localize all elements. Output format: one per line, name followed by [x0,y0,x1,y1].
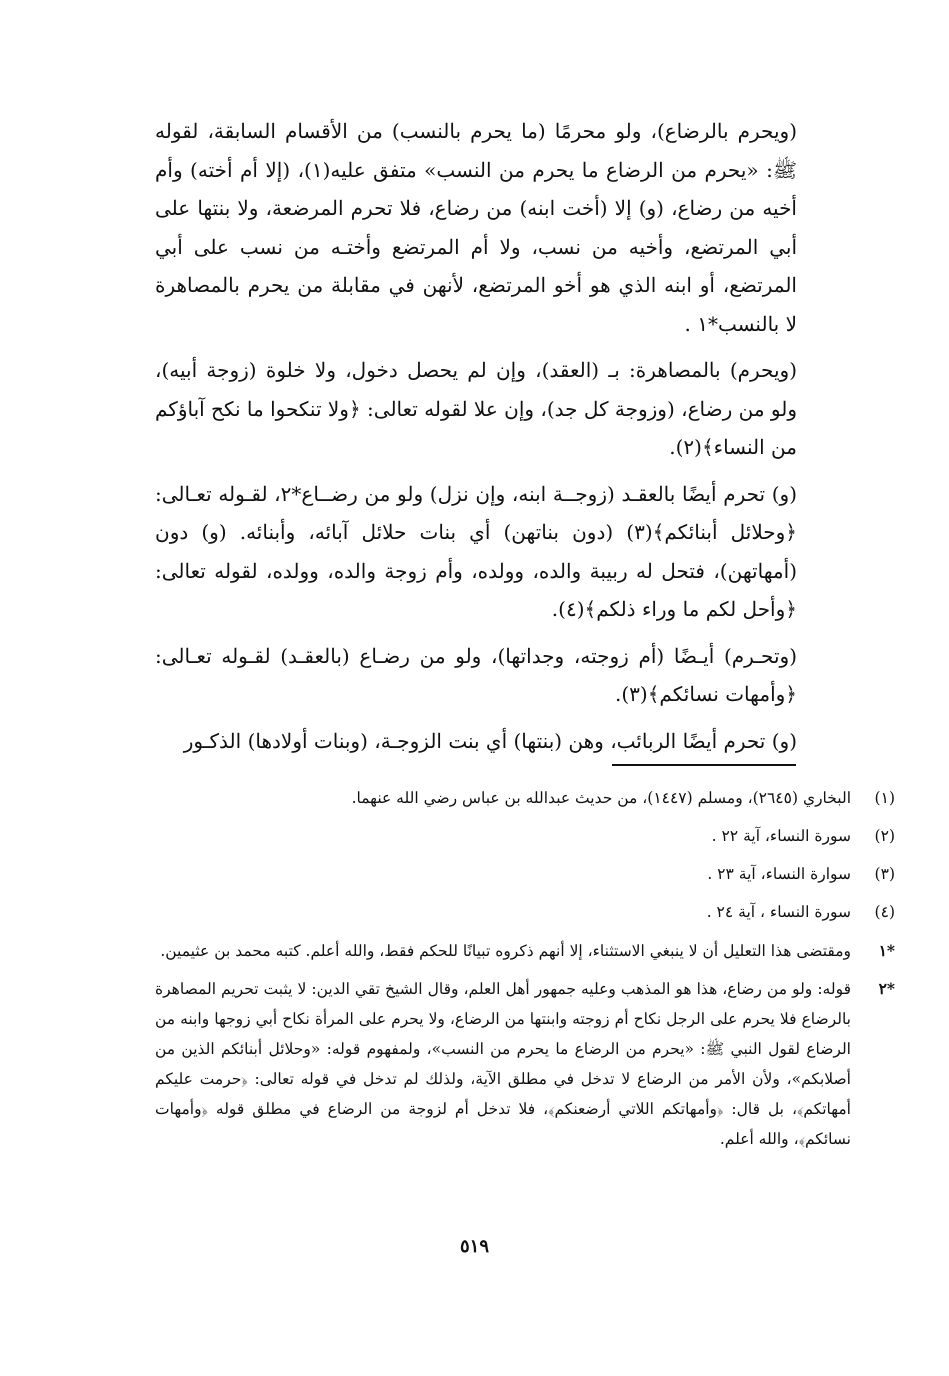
page-number: ٥١٩ [459,1236,489,1257]
footnote-number: (٣) [874,865,895,883]
footnote-divider [612,764,796,766]
footnote-number: (٤) [874,903,895,921]
footnote-2 [155,820,895,852]
footnotes [155,782,895,1162]
note-marker: *٢ [878,979,895,998]
note-text: ومقتضى هذا التعليل أن لا ينبغي الاستثناء، إلا أنهم ذكروه تبيانًا للحكم فقط، والله أعلم. كتبه محمد بن عثيمين. [160,942,851,960]
note-text: قوله: ولو من رضاع، هذا هو المذهب وعليه جمهور أهل العلم، وقال الشيخ تقي الدين: لا يثبت تحريم المصاهرة بالرضاع فلا يحرم على الرجل نكاح أم زوجته وابنتها من الرضاع، ولا يحرم على المرأة نكاح أبي زوجها وابنه من الرضاع لقول النبي ﷺ: «يحرم من الرضاع ما يحرم من النسب»، ولمفهوم قوله: «وحلائل أبنائكم الذين من أصلابكم»، ولأن الأمر من الرضاع لا تدخل في مطلق الآية، ولذلك لم تدخل في قوله تعالى: ﴿حرمت عليكم أمهاتكم﴾، بل قال: ﴿وأمهاتكم اللاتي أرضعنكم﴾، فلا تدخل أم لزوجة من الرضاع في مطلق قوله ﴿وأمهات نسائكم﴾، والله أعلم. [155,980,851,1148]
footnote-text: سوارة النساء، آية ٢٣ . [707,865,851,883]
footnote-1 [155,782,895,814]
main-text [155,112,797,768]
main-paragraph-1: (ويحرم بالرضاع)، ولو محرمًا (ما يحرم بالنسب) من الأقسام السابقة، لقوله ﷺ: «يحرم من الرضاع ما يحرم من النسب» متفق عليه(١)، (إلا أم أخته) وأم أخيه من رضاع، (و) إلا (أخت ابنه) من رضاع، فلا تحرم المرضعة، ولا بنتها على أبي المرتضع، وأخيه من نسب، ولا أم المرتضع وأختـه من نسب على أبي المرتضع، أو ابنه الذي هو أخو المرتضع، لأنهن في مقابلة من يحرم بالمصاهرة لا بالنسب*١ . [155,119,797,336]
footnote-3 [155,858,895,890]
main-paragraph-4: (وتحـرم) أيـضًا (أم زوجته، وجداتها)، ولو من رضـاع (بالعقـد) لقـوله تعـالى: ﴿وأمهات نسائكم﴾(٣). [155,643,797,706]
footnote-text: سورة النساء، آية ٢٢ . [711,827,851,845]
main-paragraph-5: (و) تحرم أيضًا الربائب، وهن (بنتها) أي بنت الزوجـة، (وبنات أولادها) الذكـور [183,728,797,753]
footnote-text: سورة النساء ، آية ٢٤ . [706,903,851,921]
main-paragraph-2: (ويحرم) بالمصاهرة: بـ (العقد)، وإن لم يحصل دخول، ولا خلوة (زوجة أبيه)، ولو من رضاع، (وزوجة كل جد)، وإن علا لقوله تعالى: ﴿ولا تنكحوا ما نكح آباؤكم من النساء﴾(٢). [154,358,797,459]
note-marker: *١ [878,941,895,960]
author-note-1 [155,936,895,966]
footnote-number: (١) [874,789,895,807]
footnote-text: البخاري (٢٦٤٥)، ومسلم (١٤٤٧)، من حديث عبدالله بن عباس رضي الله عنهما. [351,789,851,807]
main-paragraph-3: (و) تحرم أيضًا بالعقـد (زوجــة ابنه، وإن نزل) ولو من رضــاع*٢، لقـوله تعـالى: ﴿وحلائل أبنائكم﴾(٣) (دون بناتهن) أي بنات حلائل آبائه، وأبنائه. (و) دون (أمهاتهن)، فتحل له ربيبة والده، وولده، وأم زوجة والده، وولده، لقوله تعالى: ﴿وأحل لكم ما وراء ذلكم﴾(٤). [155,481,797,621]
author-note-2 [155,974,895,1154]
footnote-number: (٢) [874,827,895,845]
footnote-4 [155,896,895,928]
